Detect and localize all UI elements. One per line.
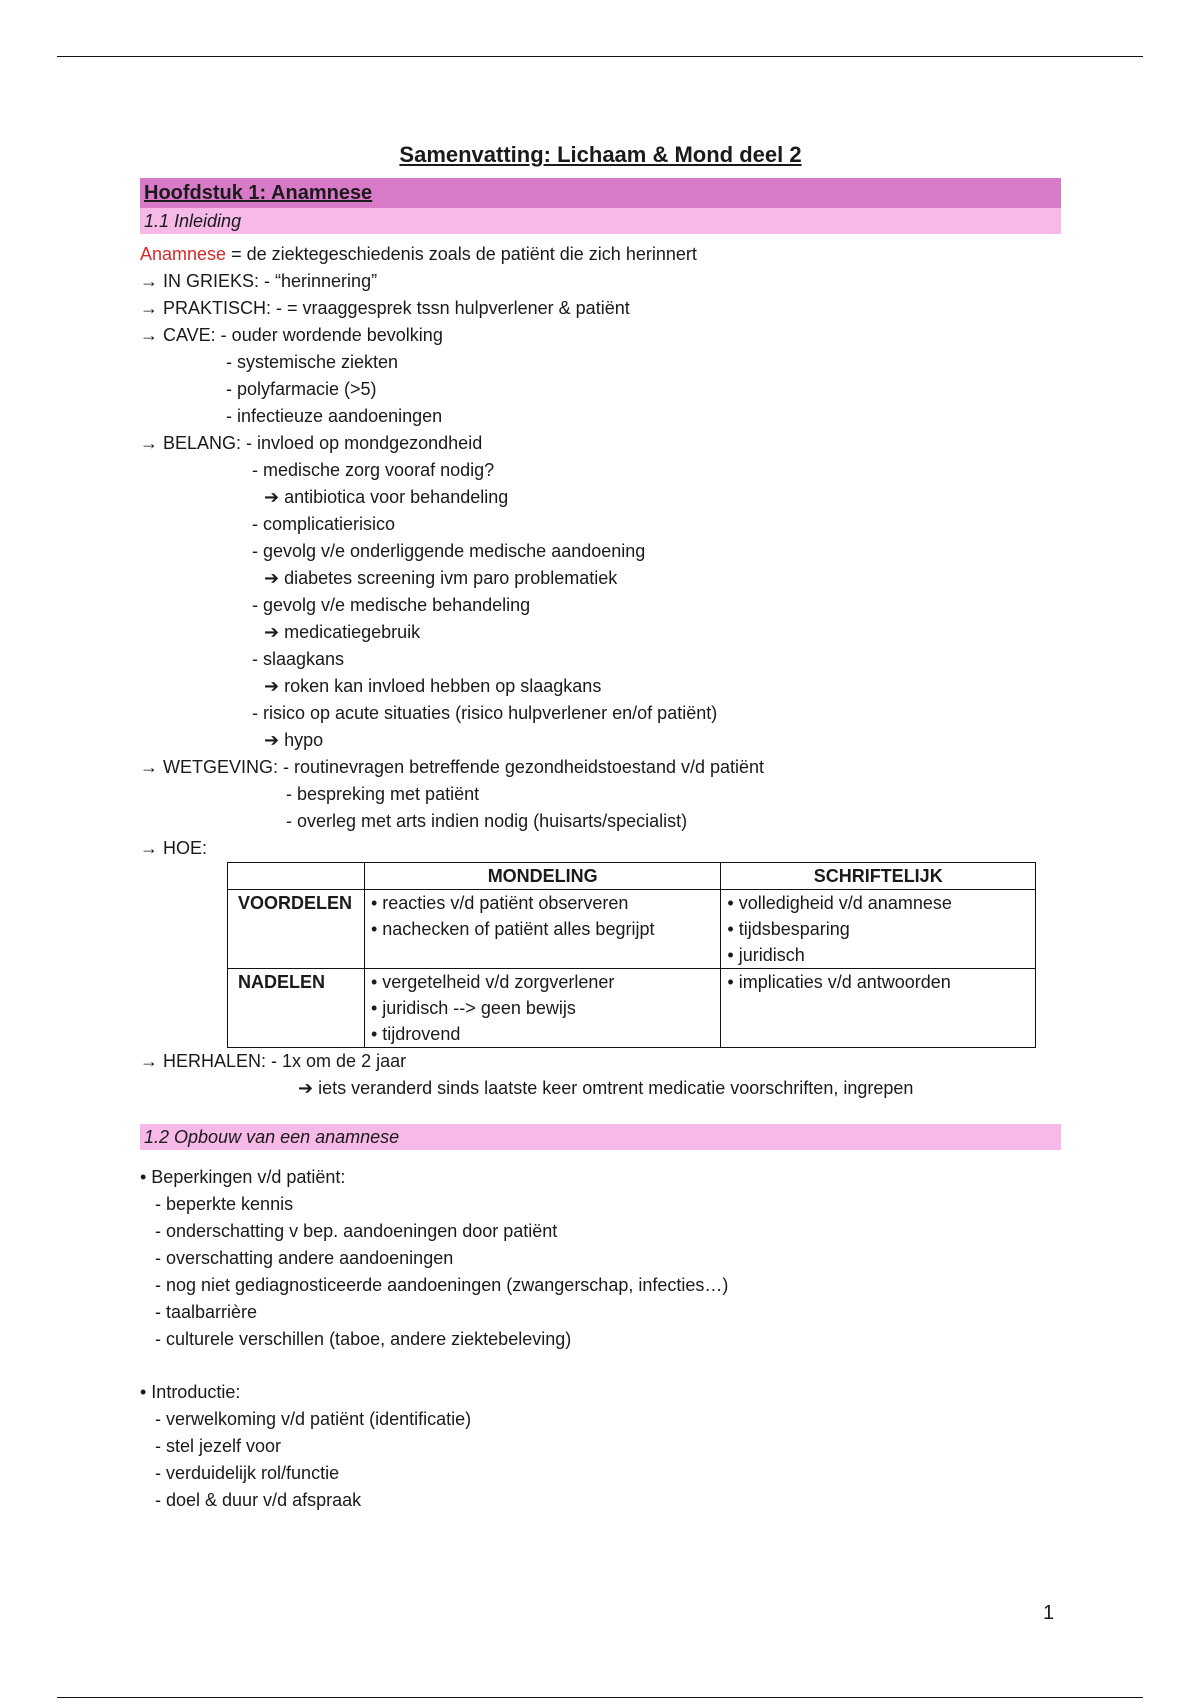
- text-line: - overleg met arts indien nodig (huisarts/specialist): [286, 811, 688, 831]
- cell-item: • tijdrovend: [370, 1024, 461, 1044]
- list-item: - verwelkoming v/d patiënt (identificatie): [155, 1409, 472, 1429]
- text-line: → CAVE: - ouder wordende bevolking: [140, 325, 443, 345]
- cell-item: • juridisch --> geen bewijs: [370, 998, 576, 1018]
- table-cell: [721, 890, 1036, 969]
- text-line: ➔ diabetes screening ivm paro problematiek: [264, 568, 618, 588]
- text-line: - gevolg v/e medische behandeling: [252, 595, 531, 615]
- cell-item: • volledigheid v/d anamnese: [727, 893, 952, 913]
- text-line: → HERHALEN: - 1x om de 2 jaar: [140, 1051, 407, 1071]
- comparison-table: [227, 862, 1036, 1048]
- text-line: ➔ antibiotica voor behandeling: [264, 487, 509, 507]
- cell-item: • juridisch: [727, 945, 805, 965]
- list-item: - doel & duur v/d afspraak: [155, 1490, 362, 1510]
- list-item: - taalbarrière: [155, 1302, 258, 1322]
- definition-term: Anamnese: [140, 244, 227, 264]
- section-heading-1-1: 1.1 Inleiding: [140, 208, 1061, 234]
- section-1-1-body: [140, 241, 1061, 1102]
- cell-item: • vergetelheid v/d zorgverlener: [370, 972, 615, 992]
- table-row: [228, 969, 1036, 1048]
- list-item: - verduidelijk rol/functie: [155, 1463, 340, 1483]
- table-header-row: [228, 863, 1036, 890]
- section-heading-1-2: 1.2 Opbouw van een anamnese: [140, 1124, 1061, 1150]
- list-item: - onderschatting v bep. aandoeningen door patiënt: [155, 1221, 558, 1241]
- text-line: ➔ hypo: [264, 730, 324, 750]
- text-line: → HOE:: [140, 838, 208, 858]
- text-line: - bespreking met patiënt: [286, 784, 480, 804]
- table-header-cell: MONDELING: [364, 863, 720, 890]
- table-cell: [364, 969, 720, 1048]
- document-title: Samenvatting: Lichaam & Mond deel 2: [399, 142, 802, 167]
- bottom-rule: [57, 1697, 1143, 1698]
- text-line: - risico op acute situaties (risico hulpverlener en/of patiënt): [252, 703, 718, 723]
- text-line: - slaagkans: [252, 649, 345, 669]
- document-body: [140, 142, 1061, 1514]
- text-line: → BELANG: - invloed op mondgezondheid: [140, 433, 483, 453]
- table-header-cell: SCHRIFTELIJK: [721, 863, 1036, 890]
- page-number: 1: [1043, 1602, 1055, 1624]
- table-cell: [721, 969, 1036, 1048]
- top-rule: [57, 56, 1143, 57]
- section-1-2-body: [140, 1164, 1061, 1514]
- text-line: ➔ iets veranderd sinds laatste keer omtrent medicatie voorschriften, ingrepen: [298, 1078, 914, 1098]
- cell-item: • tijdsbesparing: [727, 919, 850, 939]
- text-line: - medische zorg vooraf nodig?: [252, 460, 495, 480]
- text-line: - infectieuze aandoeningen: [226, 406, 443, 426]
- list-item: - culturele verschillen (taboe, andere ziektebeleving): [155, 1329, 572, 1349]
- list-item: - nog niet gediagnosticeerde aandoeningen (zwangerschap, infecties…): [155, 1275, 729, 1295]
- text-line: - gevolg v/e onderliggende medische aandoening: [252, 541, 646, 561]
- definition-text: = de ziektegeschiedenis zoals de patiënt die zich herinnert: [226, 244, 697, 264]
- list-item: • Introductie:: [140, 1382, 241, 1402]
- cell-item: • reacties v/d patiënt observeren: [370, 893, 629, 913]
- text-line: - systemische ziekten: [226, 352, 399, 372]
- cell-item: • implicaties v/d antwoorden: [727, 972, 951, 992]
- row-label: NADELEN: [228, 969, 365, 1048]
- text-line: - polyfarmacie (>5): [226, 379, 377, 399]
- spacer: [140, 1353, 1061, 1379]
- list-item: - overschatting andere aandoeningen: [155, 1248, 454, 1268]
- text-line: → PRAKTISCH: - = vraaggesprek tssn hulpverlener & patiënt: [140, 298, 630, 318]
- definition-line: [140, 241, 1061, 268]
- chapter-heading: Hoofdstuk 1: Anamnese: [140, 178, 1061, 208]
- table-header-cell: [228, 863, 365, 890]
- list-item: - stel jezelf voor: [155, 1436, 282, 1456]
- text-line: ➔ roken kan invloed hebben op slaagkans: [264, 676, 602, 696]
- text-line: ➔ medicatiegebruik: [264, 622, 421, 642]
- row-label: VOORDELEN: [228, 890, 365, 969]
- table-cell: [364, 890, 720, 969]
- cell-item: • nachecken of patiënt alles begrijpt: [370, 919, 655, 939]
- text-line: - complicatierisico: [252, 514, 396, 534]
- text-line: → WETGEVING: - routinevragen betreffende gezondheidstoestand v/d patiënt: [140, 757, 765, 777]
- text-line: → IN GRIEKS: - “herinnering”: [140, 271, 378, 291]
- list-item: - beperkte kennis: [155, 1194, 294, 1214]
- table-row: [228, 890, 1036, 969]
- list-item: • Beperkingen v/d patiënt:: [140, 1167, 346, 1187]
